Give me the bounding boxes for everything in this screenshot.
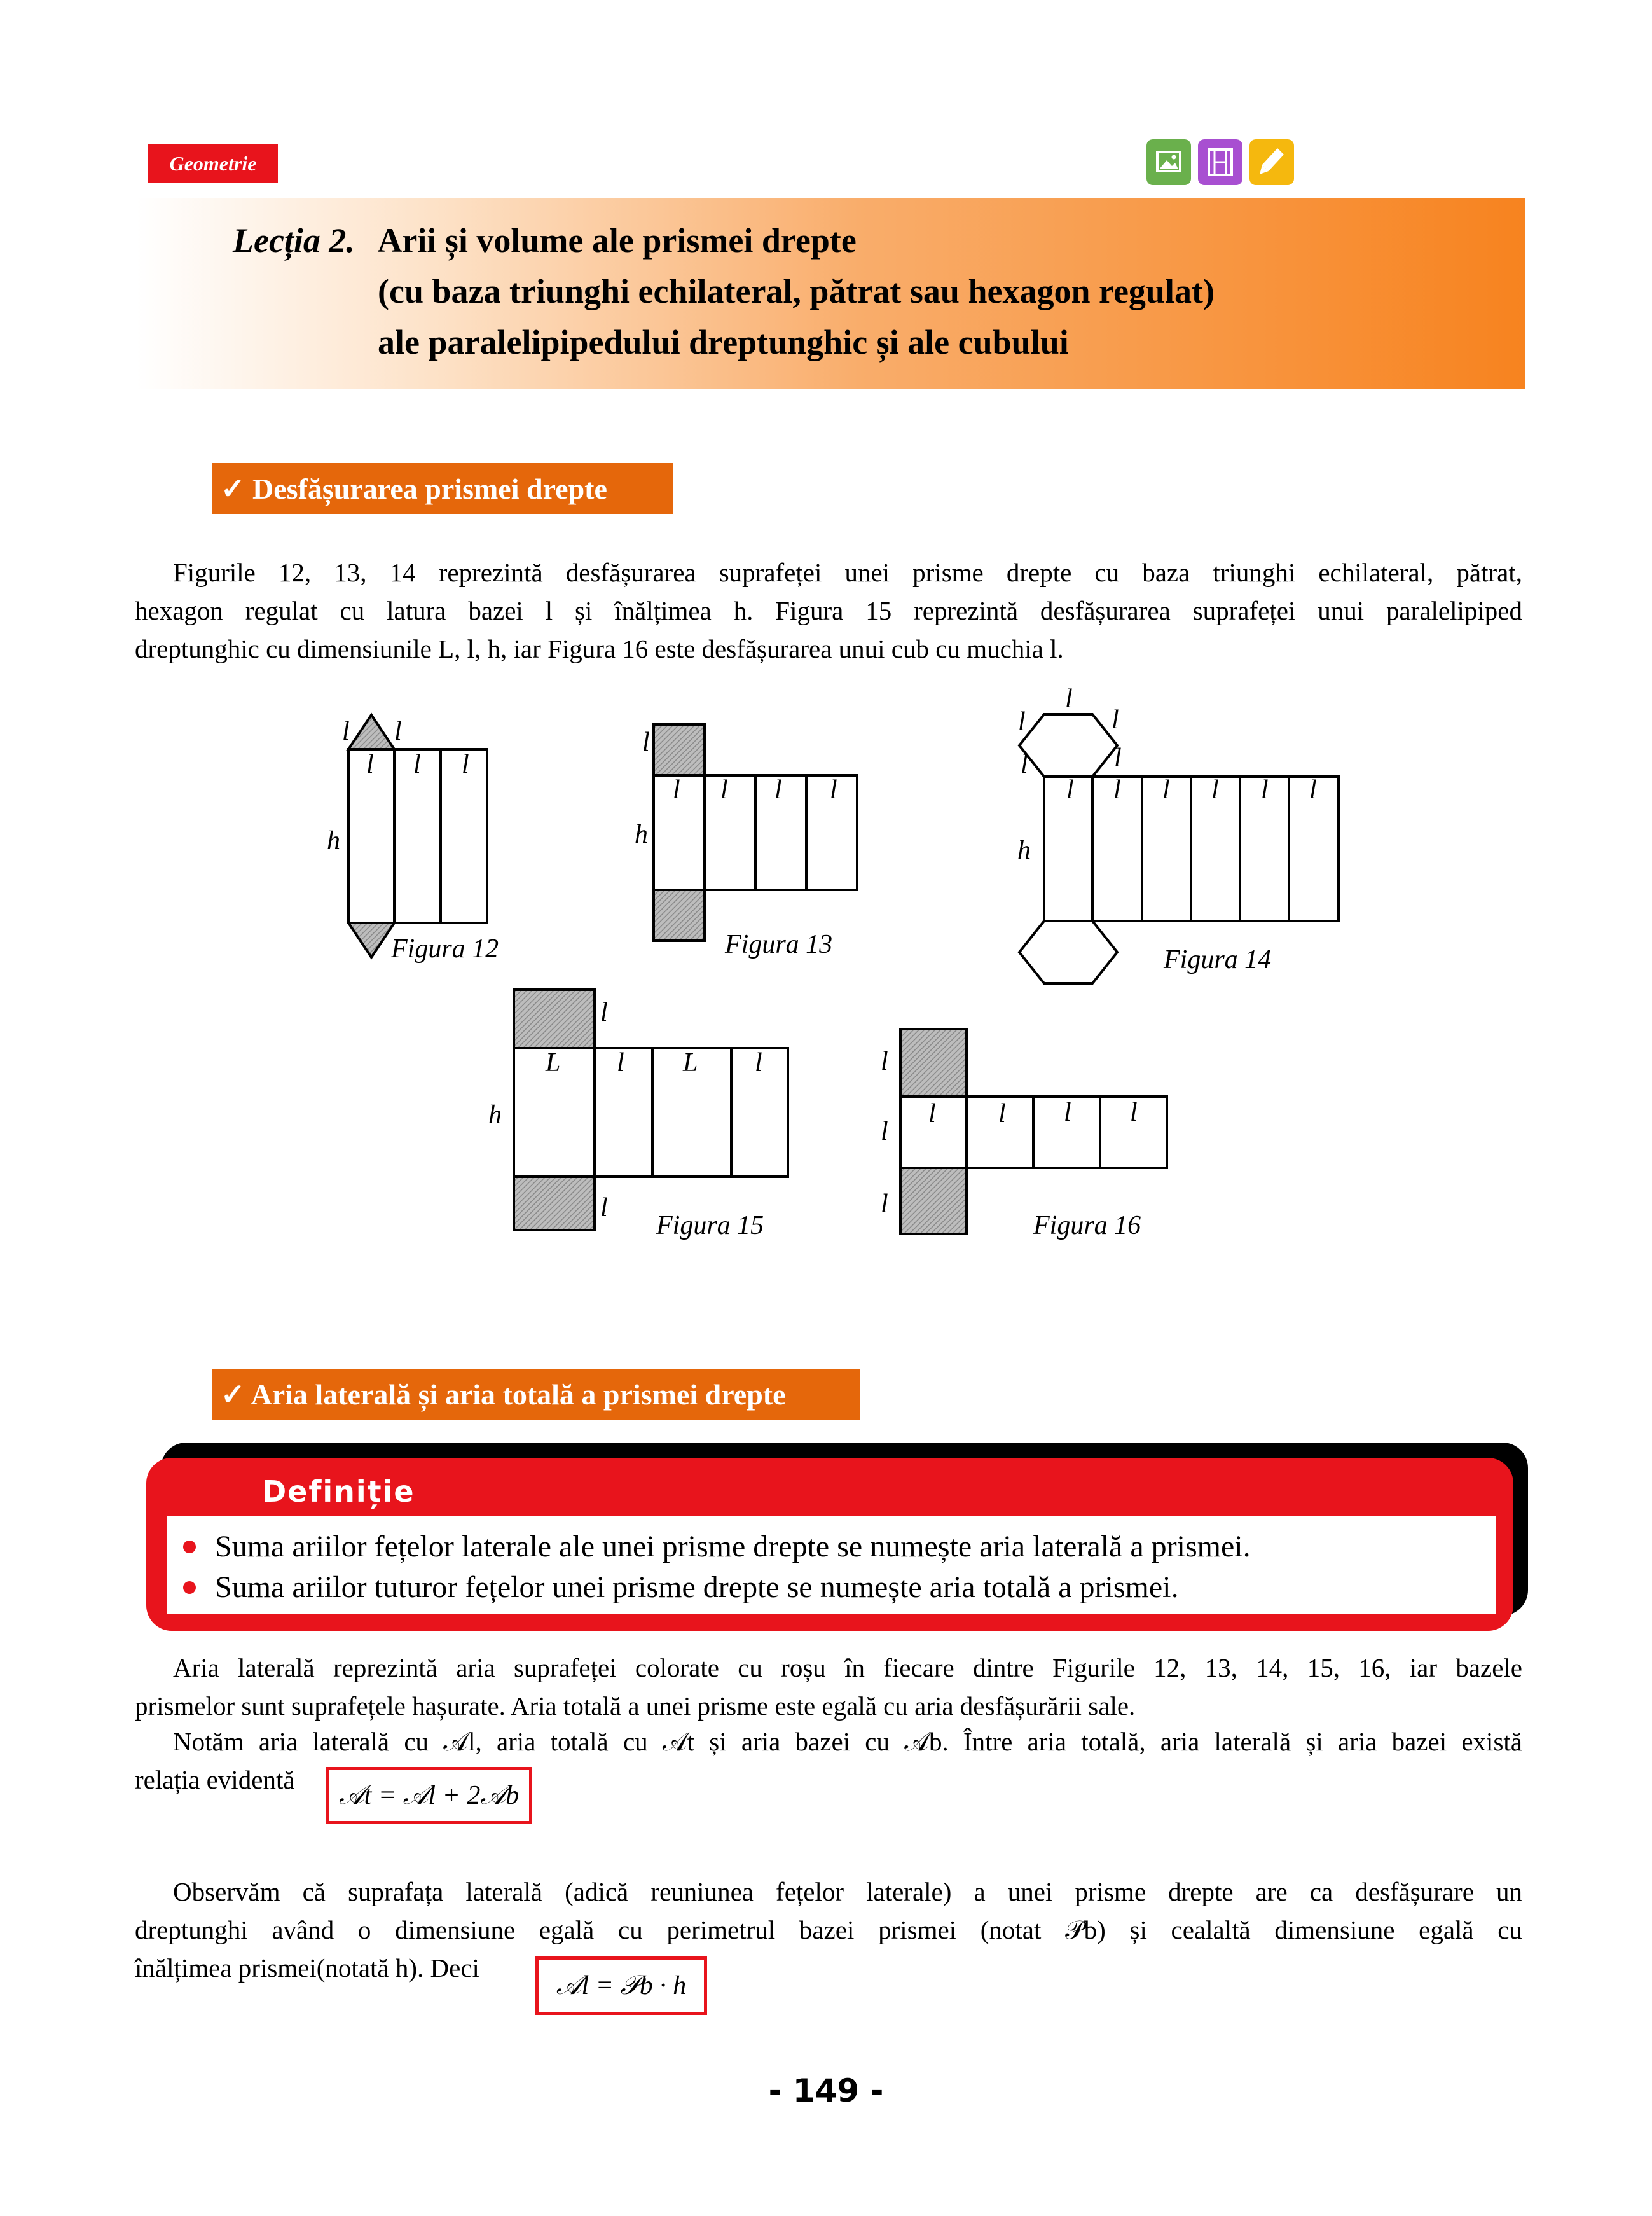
label-l: l bbox=[366, 750, 374, 779]
label-l: l bbox=[600, 1193, 608, 1222]
label-l: l bbox=[617, 1048, 624, 1077]
label-l: l bbox=[1162, 775, 1170, 805]
caption-text: Figura 16 bbox=[1033, 1211, 1141, 1240]
body-line: înălțimea prismei(notată h). Deci bbox=[135, 1953, 479, 1983]
lesson-label: Lecția 2. bbox=[233, 221, 355, 260]
body-line: Notăm aria laterală cu 𝒜l, aria totală cu 𝒜t și aria bazei cu 𝒜b. Între aria totală, aria laterală și aria bazei există bbox=[173, 1727, 1522, 1756]
label-l: l bbox=[830, 775, 837, 805]
label-l: l bbox=[342, 717, 350, 746]
body-line: Observăm că suprafața laterală (adică reuniunea fețelor laterale) a unei prisme drepte are ca desfășurare un bbox=[173, 1877, 1522, 1906]
figure-16-cube-net bbox=[900, 1029, 1167, 1234]
definition-bullet bbox=[183, 1567, 1179, 1608]
label-L: L bbox=[546, 1048, 561, 1077]
label-l: l bbox=[642, 728, 650, 757]
bullet-text: Suma ariilor fețelor laterale ale unei prisme drepte se numește aria laterală a prismei. bbox=[215, 1530, 1251, 1563]
label-l: l bbox=[1113, 775, 1121, 805]
figure-15-cuboid-net bbox=[514, 990, 788, 1230]
lesson-title-line2: (cu baza triunghi echilateral, pătrat sau hexagon regulat) bbox=[378, 272, 1215, 310]
label-l: l bbox=[1021, 750, 1028, 779]
body-line: dreptunghi având o dimensiune egală cu perimetrul bazei prismei (notat 𝒫b) și cealaltă dimensiune egală cu bbox=[135, 1915, 1522, 1944]
figure-16-caption bbox=[1033, 1211, 1141, 1240]
figure-15-caption bbox=[656, 1211, 764, 1240]
definition-title: Definiție bbox=[262, 1474, 415, 1509]
intro-line: Figurile 12, 13, 14 reprezintă desfășurarea suprafeței unei prisme drepte cu baza triunghi echilateral, pătrat, bbox=[173, 558, 1522, 587]
caption-text: Figura 14 bbox=[1164, 945, 1272, 974]
label-l: l bbox=[413, 750, 421, 779]
label-l: l bbox=[1114, 744, 1122, 773]
body-line: Aria laterală reprezintă aria suprafeței colorate cu roșu în fiecare dintre Figurile 12, 13, 14, 15, 16, iar bazele bbox=[173, 1653, 1522, 1682]
label-l: l bbox=[462, 750, 469, 779]
section-heading-desfasurarea: ✓ Desfășurarea prismei drepte bbox=[212, 463, 673, 514]
label-l: l bbox=[1018, 707, 1026, 737]
bullet-dot bbox=[183, 1581, 196, 1594]
label-l: l bbox=[774, 775, 782, 805]
label-l: l bbox=[1309, 775, 1317, 805]
bullet-dot bbox=[183, 1541, 196, 1553]
label-l: l bbox=[1064, 1098, 1071, 1127]
label-l: l bbox=[1261, 775, 1269, 805]
bullet-text: Suma ariilor tuturor fețelor unei prisme drepte se numește aria totală a prismei. bbox=[215, 1570, 1179, 1604]
intro-line: dreptunghic cu dimensiunile L, l, h, iar Figura 16 este desfășurarea unui cub cu muchia l. bbox=[135, 634, 1064, 663]
label-h: h bbox=[488, 1100, 502, 1130]
label-h: h bbox=[327, 826, 340, 855]
formula-lateral-area: 𝒜l = 𝒫b · h bbox=[535, 1956, 707, 2015]
label-l: l bbox=[720, 775, 728, 805]
label-l: l bbox=[1112, 705, 1119, 735]
label-l: l bbox=[1130, 1098, 1138, 1127]
label-l: l bbox=[998, 1099, 1006, 1128]
label-l: l bbox=[881, 1189, 888, 1219]
label-l: l bbox=[881, 1047, 888, 1076]
label-l: l bbox=[1066, 775, 1074, 805]
caption-text: Figura 12 bbox=[391, 934, 499, 964]
body-paragraph-1 bbox=[135, 1649, 1522, 1725]
figure-14-caption bbox=[1163, 945, 1271, 974]
lesson-title-line3: ale paralelipipedului dreptunghic și ale cubului bbox=[378, 323, 1069, 361]
caption-text: Figura 15 bbox=[656, 1211, 764, 1240]
label-l: l bbox=[881, 1117, 888, 1146]
label-l: l bbox=[600, 998, 608, 1027]
definition-bullet bbox=[183, 1527, 1251, 1567]
label-h: h bbox=[635, 820, 648, 849]
body-line: relația evidentă bbox=[135, 1765, 295, 1794]
section-heading-aria-laterala: ✓ Aria laterală și aria totală a prismei drepte bbox=[212, 1369, 860, 1420]
body-paragraph-3 bbox=[135, 1873, 1522, 1987]
label-L: L bbox=[683, 1048, 698, 1077]
label-l: l bbox=[673, 775, 680, 805]
intro-line: hexagon regulat cu latura bazei l și înălțimea h. Figura 15 reprezintă desfășurarea suprafeței unui paralelipiped bbox=[135, 596, 1522, 625]
figure-14-hexagonal-prism-net bbox=[1019, 714, 1339, 983]
formula-total-area: 𝒜t = 𝒜l + 2𝒜b bbox=[326, 1767, 532, 1824]
figure-13-square-prism-net bbox=[654, 724, 857, 941]
figure-12-caption bbox=[390, 934, 499, 964]
label-l: l bbox=[394, 717, 402, 746]
body-line: prismelor sunt suprafețele hașurate. Aria totală a unei prisme este egală cu aria desfășurării sale. bbox=[135, 1691, 1136, 1721]
lesson-title-line1: Arii și volume ale prismei drepte bbox=[377, 221, 857, 260]
caption-text: Figura 13 bbox=[725, 930, 833, 959]
label-l: l bbox=[928, 1099, 936, 1128]
label-l: l bbox=[1065, 684, 1073, 714]
subject-tag: Geometrie bbox=[148, 144, 278, 183]
label-l: l bbox=[755, 1048, 762, 1077]
label-h: h bbox=[1017, 836, 1031, 865]
page-number: - 149 - bbox=[768, 2072, 884, 2109]
label-l: l bbox=[1211, 775, 1219, 805]
figure-13-caption bbox=[724, 930, 832, 959]
